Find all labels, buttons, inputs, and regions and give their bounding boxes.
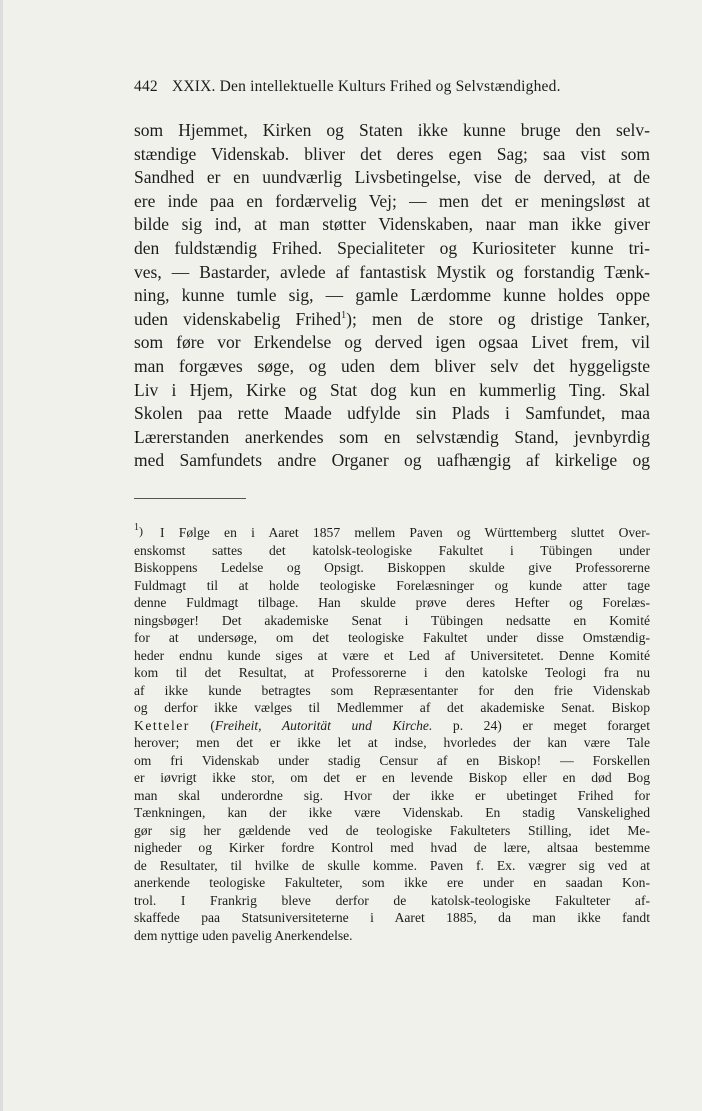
body-line: Lærerstanden anerkendes som en selvstændig Stand, jevnbyrdig — [134, 426, 650, 447]
footnote-line-citation — [134, 717, 650, 735]
footnote-line: af ikke kunde betragtes som Repræsentanter for den frie Videnskab — [134, 682, 650, 698]
body-line: som føre vor Erkendelse og derved igen ogsaa Livet frem, vil — [134, 332, 650, 353]
footnote-line: gør sig her gældende ved de teologiske Fakulteters Stilling, idet Me- — [134, 822, 650, 838]
body-line-part: ); men de store og dristige Tanker, — [346, 308, 650, 329]
body-line: ning, kunne tumle sig, — gamle Lærdomme kunne holdes oppe — [134, 285, 650, 306]
footnote-line: herover; men det er ikke let at indse, hvorledes der kan være Tale — [134, 735, 650, 750]
chapter-title: XXIX. Den intellektuelle Kulturs Frihed og Selvstændighed. — [171, 78, 561, 95]
body-line: Sandhed er en uundværlig Livsbetingelse, vise de derved, at de — [134, 167, 650, 188]
footnote-line: denne Fuldmagt tilbage. Han skulde prøve deres Hefter og Forelæs- — [134, 595, 650, 610]
citation-open: ( — [210, 717, 215, 733]
footnote — [134, 524, 650, 944]
footnote-line: I Følge en i Aaret 1857 mellem Paven og Württemberg sluttet Over- — [160, 525, 650, 540]
author-name: Ketteler — [134, 717, 190, 733]
footnote-line: heder endnu kunde siges at være et Led af Universitetet. Denne Komité — [134, 647, 650, 663]
footnote-line: kom til det Resultat, at Professorerne i den katolske Teologi fra nu — [134, 665, 650, 680]
body-line: ves, — Bastarder, avlede af fantastisk Mystik og forstandig Tænk- — [134, 261, 650, 282]
footnote-line: Biskoppens Ledelse og Opsigt. Biskoppen skulde give Professorerne — [134, 560, 650, 575]
body-line: Skolen paa rette Maade udfylde sin Plads i Samfundet, maa — [134, 403, 650, 424]
body-line: stændige Videnskab. bliver det deres egen Sag; saa vist som — [134, 143, 650, 164]
footnote-line: er iøvrigt ikke stor, om det er en levende Biskop eller en død Bog — [134, 770, 650, 785]
citation-rest: er meget forarget — [522, 717, 650, 733]
body-line: ere inde paa en fordærvelig Vej; — men det er meningsløst at — [134, 190, 650, 211]
footnote-line: ningsbøger! Det akademiske Senat i Tübingen nedsatte en Komité — [134, 612, 650, 628]
body-line-with-footnote-ref — [134, 308, 650, 332]
footnote-line: trol. I Frankrig bleve derfor de katolsk-teologiske Fakulteter af- — [134, 892, 650, 908]
body-line: man forgæves søge, og uden dem bliver selv det hyggeligste — [134, 355, 650, 376]
footnote-line: Fuldmagt til at holde teologiske Forelæsninger og kunde atter tage — [134, 577, 650, 593]
body-line: Liv i Hjem, Kirke og Stat dog kun en kummerlig Ting. Skal — [134, 379, 650, 400]
footnote-line: man skal underordne sig. Hvor der ikke er ubetinget Frihed for — [134, 787, 650, 803]
body-line: med Samfundets andre Organer og uafhængig af kirkelige og — [134, 450, 650, 471]
cited-work-title: Freiheit, Autorität und Kirche. — [214, 717, 433, 733]
running-header — [134, 78, 561, 96]
footnote-divider — [134, 498, 246, 499]
footnote-reference[interactable]: 1 — [341, 309, 347, 321]
footnote-marker: $^1$) — [134, 522, 143, 538]
footnote-line: og derfor ikke vælges til Medlemmer af det akademiske Senat. Biskop — [134, 700, 650, 715]
body-line: som Hjemmet, Kirken og Staten ikke kunne bruge den selv- — [134, 120, 650, 140]
body-line: bilde sig ind, at man støtter Videnskaben, naar man ikke giver — [134, 214, 650, 235]
footnote-line: skaffede paa Statsuniversiteterne i Aaret 1885, da man ikke fandt — [134, 910, 650, 925]
footnote-line: dem nyttige uden pavelig Anerkendelse. — [134, 927, 353, 943]
page-number: 442 — [134, 78, 158, 95]
body-line: den fuldstændig Frihed. Specialiteter og Kuriositeter kunne tri- — [134, 237, 650, 258]
footnote-line: for at undersøge, om det teologiske Fakultet under disse Omstændig- — [134, 630, 650, 645]
footnote-line: Tænkningen, kan der ikke være Videnskab. En stadig Vanskelighed — [134, 805, 650, 820]
footnote-line: anerkende teologiske Fakulteter, som ikke ere under en saadan Kon- — [134, 875, 650, 890]
citation-ref: p. 24) — [452, 717, 502, 733]
footnote-line: nigheder og Kirker fordre Kontrol med hvad de lære, altsaa bestemme — [134, 840, 650, 855]
body-text — [134, 119, 650, 473]
body-line-part: uden videnskabelig Frihed — [134, 308, 342, 329]
footnote-line: om fri Videnskab under stadig Censur af en Biskop! — Forskellen — [134, 752, 650, 768]
footnote-line: de Resultater, til hvilke de skulle komme. Paven f. Ex. vægrer sig ved at — [134, 857, 650, 873]
footnote-line: enskomst sattes det katolsk-teologiske Fakultet i Tübingen under — [134, 542, 650, 558]
